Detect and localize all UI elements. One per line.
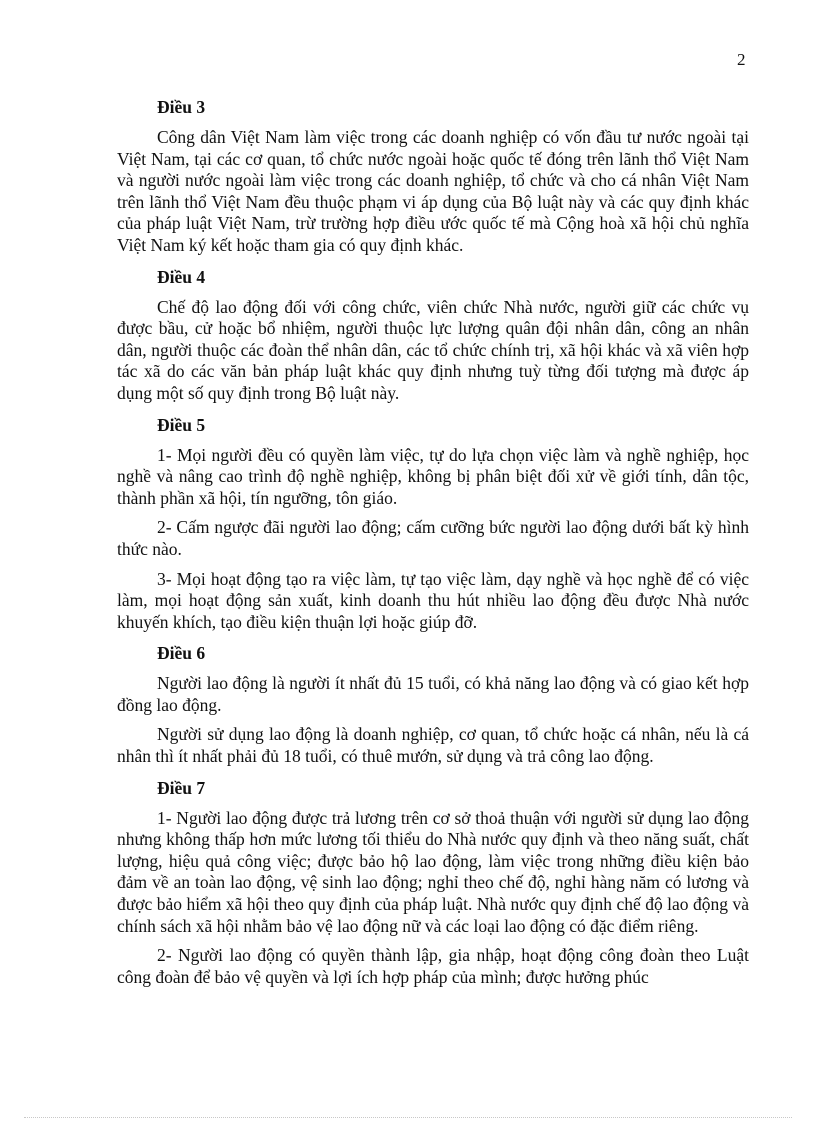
article-3: [117, 95, 749, 257]
article-paragraph: Người sử dụng lao động là doanh nghiệp, cơ quan, tổ chức hoặc cá nhân, nếu là cá nhân thì ít nhất phải đủ 18 tuổi, có thuê mướn, sử dụng và trả công lao động.: [117, 724, 749, 767]
article-heading: Điều 5: [157, 414, 206, 435]
article-6: [117, 641, 749, 767]
article-heading: Điều 4: [157, 266, 206, 287]
article-paragraph: Người lao động là người ít nhất đủ 15 tuổi, có khả năng lao động và có giao kết hợp đồng lao động.: [117, 673, 749, 715]
document-body: [117, 95, 749, 996]
article-heading: Điều 3: [157, 97, 206, 117]
article-7: [117, 776, 749, 989]
article-heading: Điều 6: [157, 643, 206, 664]
article-paragraph: 2- Người lao động có quyền thành lập, gia nhập, hoạt động công đoàn theo Luật công đoàn để bảo vệ quyền và lợi ích hợp pháp của mình; được hưởng phúc: [117, 945, 749, 987]
page-number: 2: [737, 50, 746, 69]
page-bottom-divider: [24, 1117, 792, 1118]
article-paragraph: 2- Cấm ngược đãi người lao động; cấm cưỡng bức người lao động dưới bất kỳ hình thức nào.: [117, 517, 749, 559]
article-paragraph: 1- Mọi người đều có quyền làm việc, tự do lựa chọn việc làm và nghề nghiệp, học nghề và nâng cao trình độ nghề nghiệp, không bị phân biệt đối xử về giới tính, dân tộc, thành phần xã hội, tín ngưỡng, tôn giáo.: [117, 444, 749, 508]
article-heading: Điều 7: [157, 777, 206, 798]
article-paragraph: 1- Người lao động được trả lương trên cơ sở thoả thuận với người sử dụng lao động nhưng không thấp hơn mức lương tối thiểu do Nhà nước quy định và theo năng suất, chất lượng, hiệu quả công việc; được bảo hộ lao động, làm việc trong những điều kiện bảo đảm về an toàn lao động, vệ sinh lao động; nghỉ theo chế độ, nghỉ hàng năm có lương và được bảo hiểm xã hội theo quy định của pháp luật. Nhà nước quy định chế độ lao động và chính sách xã hội nhằm bảo vệ lao động nữ và các loại lao động có đặc điểm riêng.: [117, 807, 749, 936]
article-paragraph: Chế độ lao động đối với công chức, viên chức Nhà nước, người giữ các chức vụ được bầu, cử hoặc bổ nhiệm, người thuộc lực lượng quân đội nhân dân, công an nhân dân, người thuộc các đoàn thể nhân dân, các tổ chức chính trị, xã hội khác và xã viên hợp tác xã do các văn bản pháp luật khác quy định nhưng tuỳ từng đối tượng mà được áp dụng một số quy định trong Bộ luật này.: [117, 296, 749, 403]
article-4: [117, 265, 749, 405]
article-paragraph: Công dân Việt Nam làm việc trong các doanh nghiệp có vốn đầu tư nước ngoài tại Việt Nam, tại các cơ quan, tổ chức nước ngoài hoặc quốc tế đóng trên lãnh thổ Việt Nam và người nước ngoài làm việc trong các doanh nghiệp, tổ chức và cho cá nhân Việt Nam trên lãnh thổ Việt Nam đều thuộc phạm vi áp dụng của Bộ luật này và các quy định khác của pháp luật Việt Nam, trừ trường hợp điều ước quốc tế mà Cộng hoà xã hội chủ nghĩa Việt Nam ký kết hoặc tham gia có quy định khác.: [117, 127, 749, 255]
article-5: [117, 413, 749, 634]
article-paragraph: 3- Mọi hoạt động tạo ra việc làm, tự tạo việc làm, dạy nghề và học nghề để có việc làm, mọi hoạt động sản xuất, kinh doanh thu hút nhiều lao động đều được Nhà nước khuyến khích, tạo điều kiện thuận lợi hoặc giúp đỡ.: [117, 568, 749, 632]
